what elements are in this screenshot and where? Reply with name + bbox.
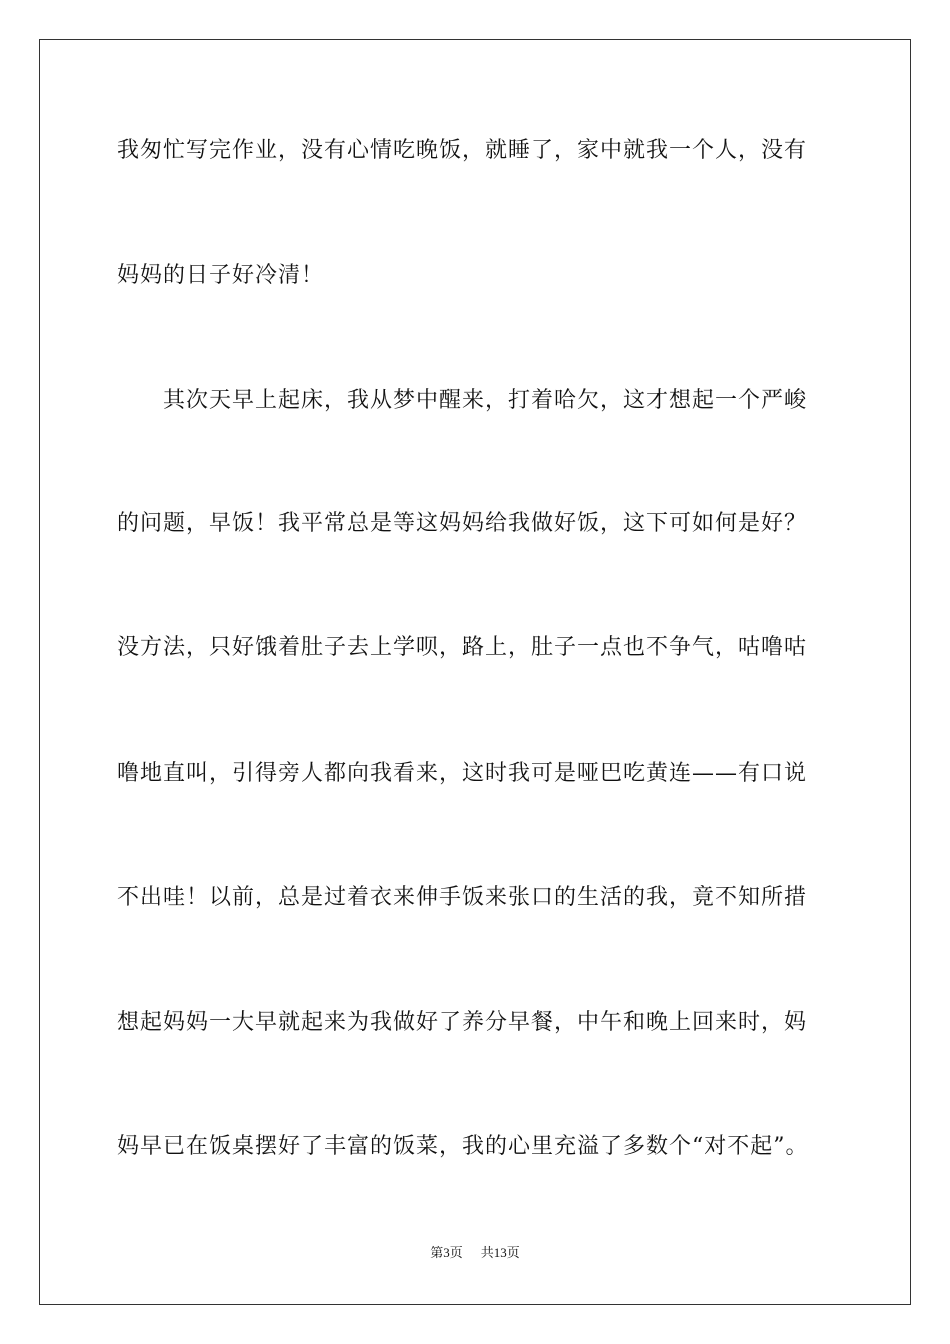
- page-footer: [0, 1244, 950, 1262]
- total-pages: 共13页: [480, 1245, 520, 1260]
- paragraph-line: 的问题，早饭！我平常总是等这妈妈给我做好饭，这下可如何是好？: [117, 511, 808, 536]
- paragraph-line: 不出哇！以前，总是过着衣来伸手饭来张口的生活的我，竟不知所措: [117, 885, 808, 910]
- paragraph-line: 妈妈的日子好冷清！: [117, 263, 325, 288]
- paragraph-line: 噜地直叫，引得旁人都向我看来，这时我可是哑巴吃黄连——有口说: [117, 761, 808, 786]
- paragraph-line: 其次天早上起床，我从梦中醒来，打着哈欠，这才想起一个严峻: [117, 388, 808, 413]
- paragraph-line: 妈早已在饭桌摆好了丰富的饭菜，我的心里充溢了多数个“对不起”。: [117, 1134, 809, 1159]
- paragraph-line: 我匆忙写完作业，没有心情吃晚饭，就睡了，家中就我一个人，没有: [117, 138, 808, 163]
- page-border: [39, 39, 911, 1305]
- page-number: 第3页: [430, 1245, 463, 1260]
- paragraph-line: 想起妈妈一大早就起来为我做好了养分早餐，中午和晚上回来时，妈: [117, 1010, 808, 1035]
- paragraph-line: 没方法，只好饿着肚子去上学呗，路上，肚子一点也不争气，咕噜咕: [117, 635, 808, 660]
